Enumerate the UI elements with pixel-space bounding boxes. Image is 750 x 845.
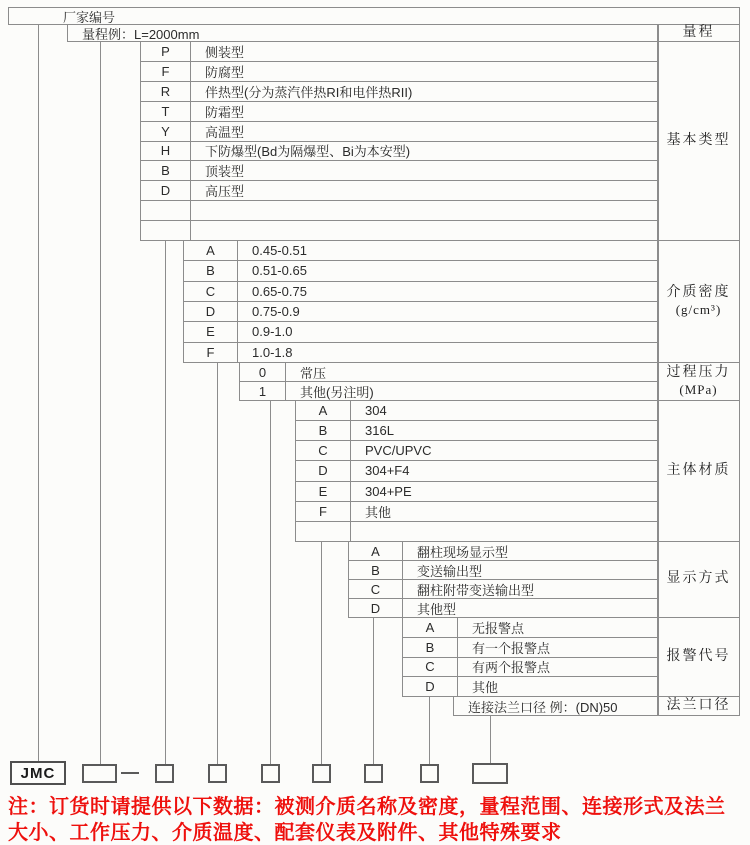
code-box-basic [155,764,174,783]
desc-cell: 下防爆型(Bd为隔爆型、Bi为本安型) [205,144,411,160]
desc-cell: 1.0-1.8 [252,344,293,360]
code-box-material [312,764,331,783]
row-basic-T [141,101,658,121]
section-basic [140,41,659,241]
code-cell: F [184,343,238,362]
code-cell: D [296,461,351,480]
section-label-pressure [657,362,740,401]
desc-cell: 316L [365,423,394,439]
desc-cell: 翻柱现场显示型 [417,544,509,560]
row-alarm-D [403,676,658,696]
section-pressure [239,362,659,401]
row-display-C [349,579,658,598]
code-cell: D [349,599,403,617]
connector-display [373,617,374,764]
code-cell [296,522,351,541]
row-basic-Y [141,121,658,141]
connector-density [217,362,218,764]
row-basic-F [141,61,658,81]
code-cell: B [349,561,403,579]
section-label-density [657,240,740,363]
desc-cell: 有两个报警点 [472,660,551,676]
section-label-text: 基本类型 [666,132,731,148]
row-pressure-0 [240,363,658,381]
row-flange-blank0 [454,697,658,715]
desc-cell: 0.65-0.75 [252,283,307,299]
row-density-E [184,321,658,341]
code-cell: C [349,580,403,598]
section-label-unit: (MPa) [679,382,718,398]
desc-cell: 其他 [472,680,499,696]
code-box-flange [472,763,508,784]
section-label-text: 主体材质 [666,462,731,478]
code-box-range [82,764,117,783]
connector-basic [165,240,166,764]
section-material [295,400,659,542]
section-label-text: 显示方式 [666,571,731,587]
desc-cell: 0.45-0.51 [252,243,307,259]
code-cell: A [349,542,403,560]
row-display-B [349,560,658,579]
desc-cell: 常压 [300,365,327,381]
model-separator-dash [121,772,139,774]
desc-cell: 侧装型 [205,44,245,60]
desc-cell: 有一个报警点 [472,640,551,656]
desc-cell: 0.51-0.65 [252,263,307,279]
code-cell: 1 [240,382,286,400]
desc-cell: 304 [365,403,387,419]
row-basic-R [141,81,658,101]
row-density-B [184,260,658,280]
row-range-blank0 [68,25,658,41]
desc-cell: 304+F4 [365,463,410,479]
desc-cell: 变送输出型 [417,563,483,579]
section-label-basic [657,41,740,241]
code-cell: D [141,181,191,200]
row-material-E [296,481,658,501]
desc-cell: 其他 [365,504,392,520]
row-density-D [184,301,658,321]
section-label-text: 报警代号 [666,648,731,664]
desc-cell: 高压型 [205,184,245,200]
code-cell: F [141,62,191,81]
model-prefix-label: JMC [20,764,56,782]
code-cell: A [296,401,351,420]
code-cell: E [296,482,351,501]
code-cell [141,201,191,220]
factory-code-row [8,7,740,25]
row-density-C [184,281,658,301]
row-material-C [296,440,658,460]
desc-cell: 0.9-1.0 [252,324,293,340]
code-cell: C [296,441,351,460]
code-cell: B [296,421,351,440]
desc-cell [191,221,658,240]
order-note [8,794,748,845]
code-cell: R [141,82,191,101]
desc-cell: 0.75-0.9 [252,304,300,320]
desc-cell [351,522,658,541]
code-cell: 0 [240,363,286,381]
connector-pressure [270,400,271,764]
connector-range [100,41,101,764]
row-material-blank6 [296,521,658,541]
note-line-1: 注：订货时请提供以下数据：被测介质名称及密度，量程范围、连接形式及法兰 [8,796,726,818]
section-range [67,24,659,42]
note-line-2: 大小、工作压力、介质温度、配套仪表及附件、其他特殊要求 [8,822,562,844]
factory-code-label: 厂家编号 [63,9,116,25]
row-basic-B [141,160,658,180]
code-cell: D [184,302,238,321]
code-cell: D [403,677,458,696]
code-box-pressure [261,764,280,783]
code-cell: C [403,658,458,677]
code-cell: P [141,42,191,61]
section-label-range [657,24,740,42]
desc-cell: 防霜型 [205,104,245,120]
section-label-flange [657,696,740,716]
desc-cell: 高温型 [205,124,245,140]
section-label-unit: (g/cm³) [675,302,722,318]
code-cell: F [296,502,351,521]
section-label-text: 法兰口径 [666,697,731,713]
row-alarm-C [403,657,658,677]
code-cell: B [141,161,191,180]
section-label-display [657,541,740,618]
desc-cell: PVC/UPVC [365,443,432,459]
desc-cell [191,201,658,220]
row-display-A [349,542,658,560]
connector-material [321,541,322,764]
desc-cell: 其他(另注明) [300,384,374,400]
row-pressure-1 [240,381,658,400]
row-display-D [349,598,658,617]
row-material-D [296,460,658,480]
desc-cell: 防腐型 [205,64,245,80]
section-label-text: 介质密度 [666,284,731,300]
connector-alarm [429,696,430,764]
code-cell: T [141,102,191,121]
code-box-display [364,764,383,783]
desc-cell: 翻柱附带变送输出型 [417,582,535,598]
row-basic-H [141,141,658,161]
section-label-text: 量程 [682,24,715,40]
row-basic-blank8 [141,200,658,220]
code-cell [141,221,191,240]
row-material-B [296,420,658,440]
row-density-F [184,342,658,362]
desc-cell: 304+PE [365,483,412,499]
code-cell: Y [141,122,191,141]
code-cell: E [184,322,238,341]
section-label-material [657,400,740,542]
model-prefix-box [10,761,66,785]
row-alarm-A [403,618,658,637]
code-cell: H [141,142,191,161]
desc-cell: 伴热型(分为蒸汽伴热RI和电伴热RII) [205,84,413,100]
row-density-A [184,241,658,260]
section-density [183,240,659,363]
section-label-alarm [657,617,740,697]
desc-cell: 无报警点 [472,620,525,636]
section-display [348,541,659,618]
row-basic-D [141,180,658,200]
desc-cell: 顶装型 [205,164,245,180]
row-alarm-B [403,637,658,657]
section-alarm [402,617,659,697]
code-cell: C [184,282,238,301]
code-cell: B [184,261,238,280]
desc-cell: 连接法兰口径 例：(DN)50 [468,699,618,715]
code-cell: B [403,638,458,657]
row-basic-P [141,42,658,61]
code-box-density [208,764,227,783]
connector-factory [38,24,39,761]
code-cell: A [403,618,458,637]
section-label-text: 过程压力 [666,364,731,380]
code-box-alarm [420,764,439,783]
code-cell: A [184,241,238,260]
connector-flange [490,715,491,763]
row-material-A [296,401,658,420]
desc-cell: 其他型 [417,601,457,617]
section-flange [453,696,659,716]
row-material-F [296,501,658,521]
row-basic-blank9 [141,220,658,240]
desc-cell: 量程例：L=2000mm [82,26,200,41]
